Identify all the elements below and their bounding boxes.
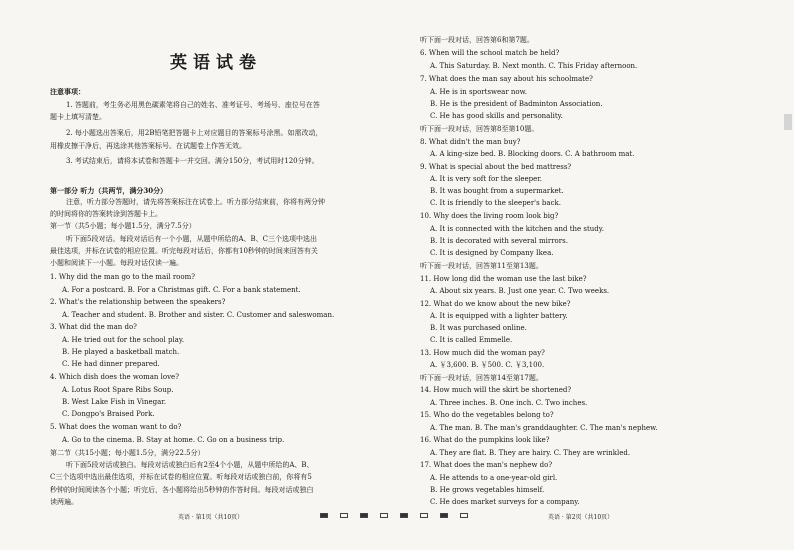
q7-option-a: A. He is in sportswear now. — [430, 88, 528, 96]
q17-stem: 17. What does the man's nephew do? — [420, 461, 553, 469]
q12-option-a: A. It is equipped with a lighter battery. — [430, 312, 568, 320]
registration-mark — [460, 513, 468, 518]
q12-option-c: C. It is called Emmelle. — [430, 336, 513, 344]
part1-note: 注意，听力部分答题时，请先将答案标注在试卷上。听力部分结束前，你将有两分钟 — [66, 198, 325, 206]
section2-instr-c: 秒钟的时间阅读各个小题；听完后，各小题将给出5秒钟的作答时间。每段对话或独白 — [50, 486, 314, 494]
q6-options: A. This Saturday. B. Next month. C. This Friday afternoon. — [430, 62, 638, 70]
section2-instr: 听下面5段对话或独白。每段对话或独白后有2至4个小题，从题中所给的A、B、 — [66, 461, 314, 469]
left-column — [44, 0, 396, 550]
part1-heading: 第一部分 听力（共两节，满分30分） — [50, 186, 168, 195]
section2-heading: 第二节（共15小题；每小题1.5分，满分22.5分） — [50, 449, 205, 457]
footer-right: 英语 · 第2页（共10页） — [548, 514, 614, 521]
notice-1: 1. 答题前，考生务必用黑色碳素笔将自己的姓名、准考证号、考场号、座位号在答 — [66, 101, 320, 109]
registration-mark — [400, 513, 408, 518]
q4-stem: 4. Which dish does the woman love? — [50, 373, 179, 381]
registration-mark — [380, 513, 388, 518]
q13-options: A. ￥3,600. B. ￥500. C. ￥3,100. — [430, 361, 545, 369]
q16-stem: 16. What do the pumpkins look like? — [420, 436, 550, 444]
q13-stem: 13. How much did the woman pay? — [420, 349, 545, 357]
part1-note-b: 的时间将你的答案转涂到答题卡上。 — [50, 210, 162, 218]
section1-instr: 听下面5段对话。每段对话后有一个小题，从题中所给的A、B、C三个选项中选出 — [66, 235, 318, 243]
notice-heading: 注意事项： — [50, 87, 85, 96]
registration-mark — [320, 513, 328, 518]
q1-stem: 1. Why did the man go to the mail room? — [50, 273, 195, 281]
dialog-11-13: 听下面一段对话，回答第11至第13题。 — [420, 262, 543, 270]
q16-options: A. They are flat. B. They are hairy. C. They are wrinkled. — [430, 449, 631, 457]
q17-option-c: C. He does market surveys for a company. — [430, 498, 580, 506]
q6-stem: 6. When will the school match be held? — [420, 49, 560, 57]
q12-option-b: B. It was purchased online. — [430, 324, 527, 332]
q10-stem: 10. Why does the living room look big? — [420, 212, 559, 220]
q11-stem: 11. How long did the woman use the last bike? — [420, 275, 587, 283]
q9-option-a: A. It is very soft for the sleeper. — [430, 175, 543, 183]
page-edge-tab — [784, 114, 792, 130]
q10-option-b: B. It is decorated with several mirrors. — [430, 237, 568, 245]
q7-stem: 7. What does the man say about his schoolmate? — [420, 75, 593, 83]
q14-options: A. Three inches. B. One inch. C. Two inches. — [430, 399, 588, 407]
q7-option-c: C. He has good skills and personality. — [430, 112, 563, 120]
q1-options: A. For a postcard. B. For a Christmas gift. C. For a bank statement. — [62, 286, 301, 294]
section1-instr-c: 小题和阅读下一小题。每段对话仅读一遍。 — [50, 259, 183, 267]
registration-mark — [420, 513, 428, 518]
section2-instr-b: C三个选项中选出最佳选项，并标在试卷的相应位置。听每段对话或独白前，你将有5 — [50, 473, 312, 481]
notice-2: 2. 每小题选出答案后，用2B铅笔把答题卡上对应题目的答案标号涂黑。如需改动， — [66, 129, 323, 137]
section1-instr-b: 最佳选项，并标在试卷的相应位置。听完每段对话后，你都有10秒钟的时间来回答有关 — [50, 247, 318, 255]
q4-option-a: A. Lotus Root Spare Ribs Soup. — [62, 386, 174, 394]
q2-stem: 2. What's the relationship between the speakers? — [50, 298, 226, 306]
q4-option-b: B. West Lake Fish in Vinegar. — [62, 398, 167, 406]
section1-heading: 第一节（共5小题；每小题1.5分，满分7.5分） — [50, 222, 196, 230]
notice-3: 3. 考试结束后，请将本试卷和答题卡一并交回。满分150分，考试用时120分钟。 — [66, 157, 319, 165]
registration-mark — [440, 513, 448, 518]
q8-options: A. A king-size bed. B. Blocking doors. C. A bathroom mat. — [430, 150, 635, 158]
q8-stem: 8. What didn't the man buy? — [420, 138, 521, 146]
page-title: 英语试卷 — [170, 53, 262, 73]
registration-mark — [360, 513, 368, 518]
q9-option-c: C. It is friendly to the sleeper's back. — [430, 199, 561, 207]
dialog-14-17: 听下面一段对话，回答第14至第17题。 — [420, 374, 543, 382]
q15-stem: 15. Who do the vegetables belong to? — [420, 411, 554, 419]
dialog-8-10: 听下面一段对话，回答第8至第10题。 — [420, 125, 539, 133]
q3-option-c: C. He had dinner prepared. — [62, 360, 160, 368]
q5-options: A. Go to the cinema. B. Stay at home. C. Go on a business trip. — [62, 436, 285, 444]
q3-stem: 3. What did the man do? — [50, 323, 137, 331]
q9-stem: 9. What is special about the bed mattress? — [420, 163, 572, 171]
q7-option-b: B. He is the president of Badminton Association. — [430, 100, 603, 108]
registration-mark — [340, 513, 348, 518]
notice-1b: 题卡上填写清楚。 — [50, 113, 106, 121]
q15-options: A. The man. B. The man's granddaughter. C. The man's nephew. — [430, 424, 658, 432]
q11-options: A. About six years. B. Just one year. C. Two weeks. — [430, 287, 610, 295]
q10-option-c: C. It is designed by Company Ikea. — [430, 249, 554, 257]
q9-option-b: B. It was bought from a supermarket. — [430, 187, 564, 195]
q17-option-a: A. He attends to a one-year-old girl. — [430, 474, 558, 482]
right-column — [418, 0, 758, 550]
q12-stem: 12. What do we know about the new bike? — [420, 300, 571, 308]
footer-left: 英语 · 第1页（共10页） — [178, 514, 244, 521]
q5-stem: 5. What does the woman want to do? — [50, 423, 182, 431]
q14-stem: 14. How much will the skirt be shortened? — [420, 386, 572, 394]
q3-option-a: A. He tried out for the school play. — [62, 336, 185, 344]
section2-instr-d: 读两遍。 — [50, 498, 78, 506]
q17-option-b: B. He grows vegetables himself. — [430, 486, 545, 494]
q3-option-b: B. He played a basketball match. — [62, 348, 180, 356]
q4-option-c: C. Dongpo's Braised Pork. — [62, 410, 155, 418]
dialog-6-7: 听下面一段对话，回答第6和第7题。 — [420, 36, 534, 44]
notice-2b: 用橡皮擦干净后，再选涂其他答案标号。在试题卷上作答无效。 — [50, 142, 246, 150]
q2-options: A. Teacher and student. B. Brother and sister. C. Customer and saleswoman. — [62, 311, 335, 319]
q10-option-a: A. It is connected with the kitchen and the study. — [430, 225, 605, 233]
